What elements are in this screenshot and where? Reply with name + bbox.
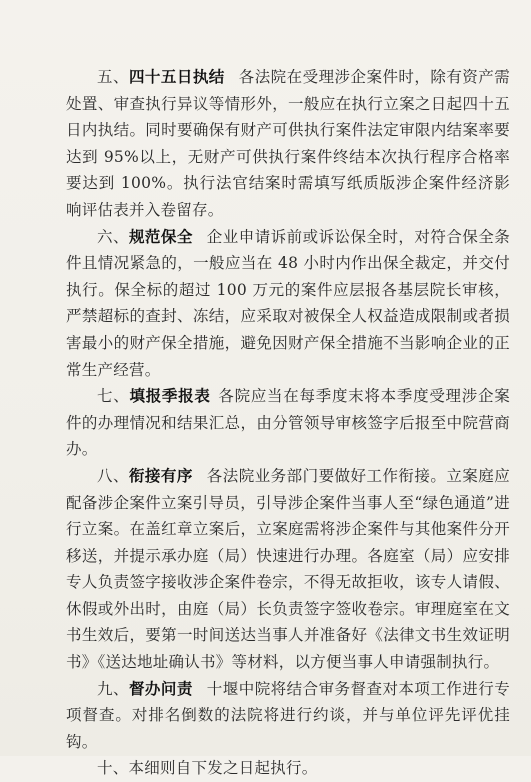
paragraph-5-number: 五、 bbox=[97, 68, 129, 86]
paragraph-8-number: 八、 bbox=[97, 466, 129, 485]
paragraph-10 bbox=[66, 755, 510, 782]
paragraph-5-body: 各法院在受理涉企案件时，除有资产需处置、审查执行异议等情形外，一般应在执行立案之日起四十五日内执结。同时要确保有财产可供执行案件法定审限内结案率要达到 95%以上，无财产可供执行案件终结本次执行程序合格率要达到 100%。执行法官结案时需填写纸质版涉企案件经济影响评估表并入卷留存。 bbox=[66, 68, 510, 219]
paragraph-9 bbox=[66, 676, 510, 756]
paragraph-7-number: 七、 bbox=[97, 387, 130, 406]
paragraph-6-number: 六、 bbox=[97, 227, 129, 246]
document-body bbox=[66, 64, 510, 782]
paragraph-9-number: 九、 bbox=[97, 679, 129, 698]
paragraph-6-body: 企业申请诉前或诉讼保全时，对符合保全条件且情况紧急的，一般应当在 48 小时内作出保全裁定，并交付执行。保全标的超过 100 万元的案件应层报各基层院长审核，严禁超标的查封、冻结，应采取对被保全人权益造成限制或者损害最小的财产保全措施，避免因财产保全措施不当影响企业的正常生产经营。 bbox=[66, 227, 510, 379]
paragraph-5 bbox=[66, 64, 510, 224]
paragraph-7-heading: 填报季报表 bbox=[129, 387, 211, 406]
paragraph-8-body: 各法院业务部门要做好工作衔接。立案庭应配备涉企案件立案引导员，引导涉企案件当事人至“绿色通道”进行立案。在盖红章立案后，立案庭需将涉企案件与其他案件分开移送，并提示承办庭（局）快速进行办理。各庭室（局）应安排专人负责签字接收涉企案件卷宗，不得无故拒收，该专人请假、休假或外出时，由庭（局）长负责签字签收卷宗。审理庭室在文书生效后，要第一时间送达当事人并准备好《法律文书生效证明书》《送达地址确认书》等材料，以方便当事人申请强制执行。 bbox=[66, 466, 510, 672]
paragraph-7-body: 各院应当在每季度末将本季度受理涉企案件的办理情况和结果汇总，由分管领导审核签字后报至中院营商办。 bbox=[66, 387, 510, 459]
paragraph-10-body: 本细则自下发之日起执行。 bbox=[128, 759, 318, 778]
paragraph-6 bbox=[66, 224, 510, 384]
paragraph-8 bbox=[66, 463, 510, 676]
paragraph-9-heading: 督办问责 bbox=[128, 679, 193, 698]
paragraph-7 bbox=[66, 383, 510, 463]
paragraph-5-heading: 四十五日执结 bbox=[128, 68, 225, 86]
paragraph-9-body: 十堰中院将结合审务督查对本项工作进行专项督查。对排名倒数的法院将进行约谈，并与单位评先评优挂钩。 bbox=[66, 679, 510, 751]
paragraph-10-number: 十、 bbox=[97, 759, 129, 778]
paragraph-6-heading: 规范保全 bbox=[128, 227, 193, 246]
paragraph-8-heading: 衔接有序 bbox=[128, 466, 193, 485]
